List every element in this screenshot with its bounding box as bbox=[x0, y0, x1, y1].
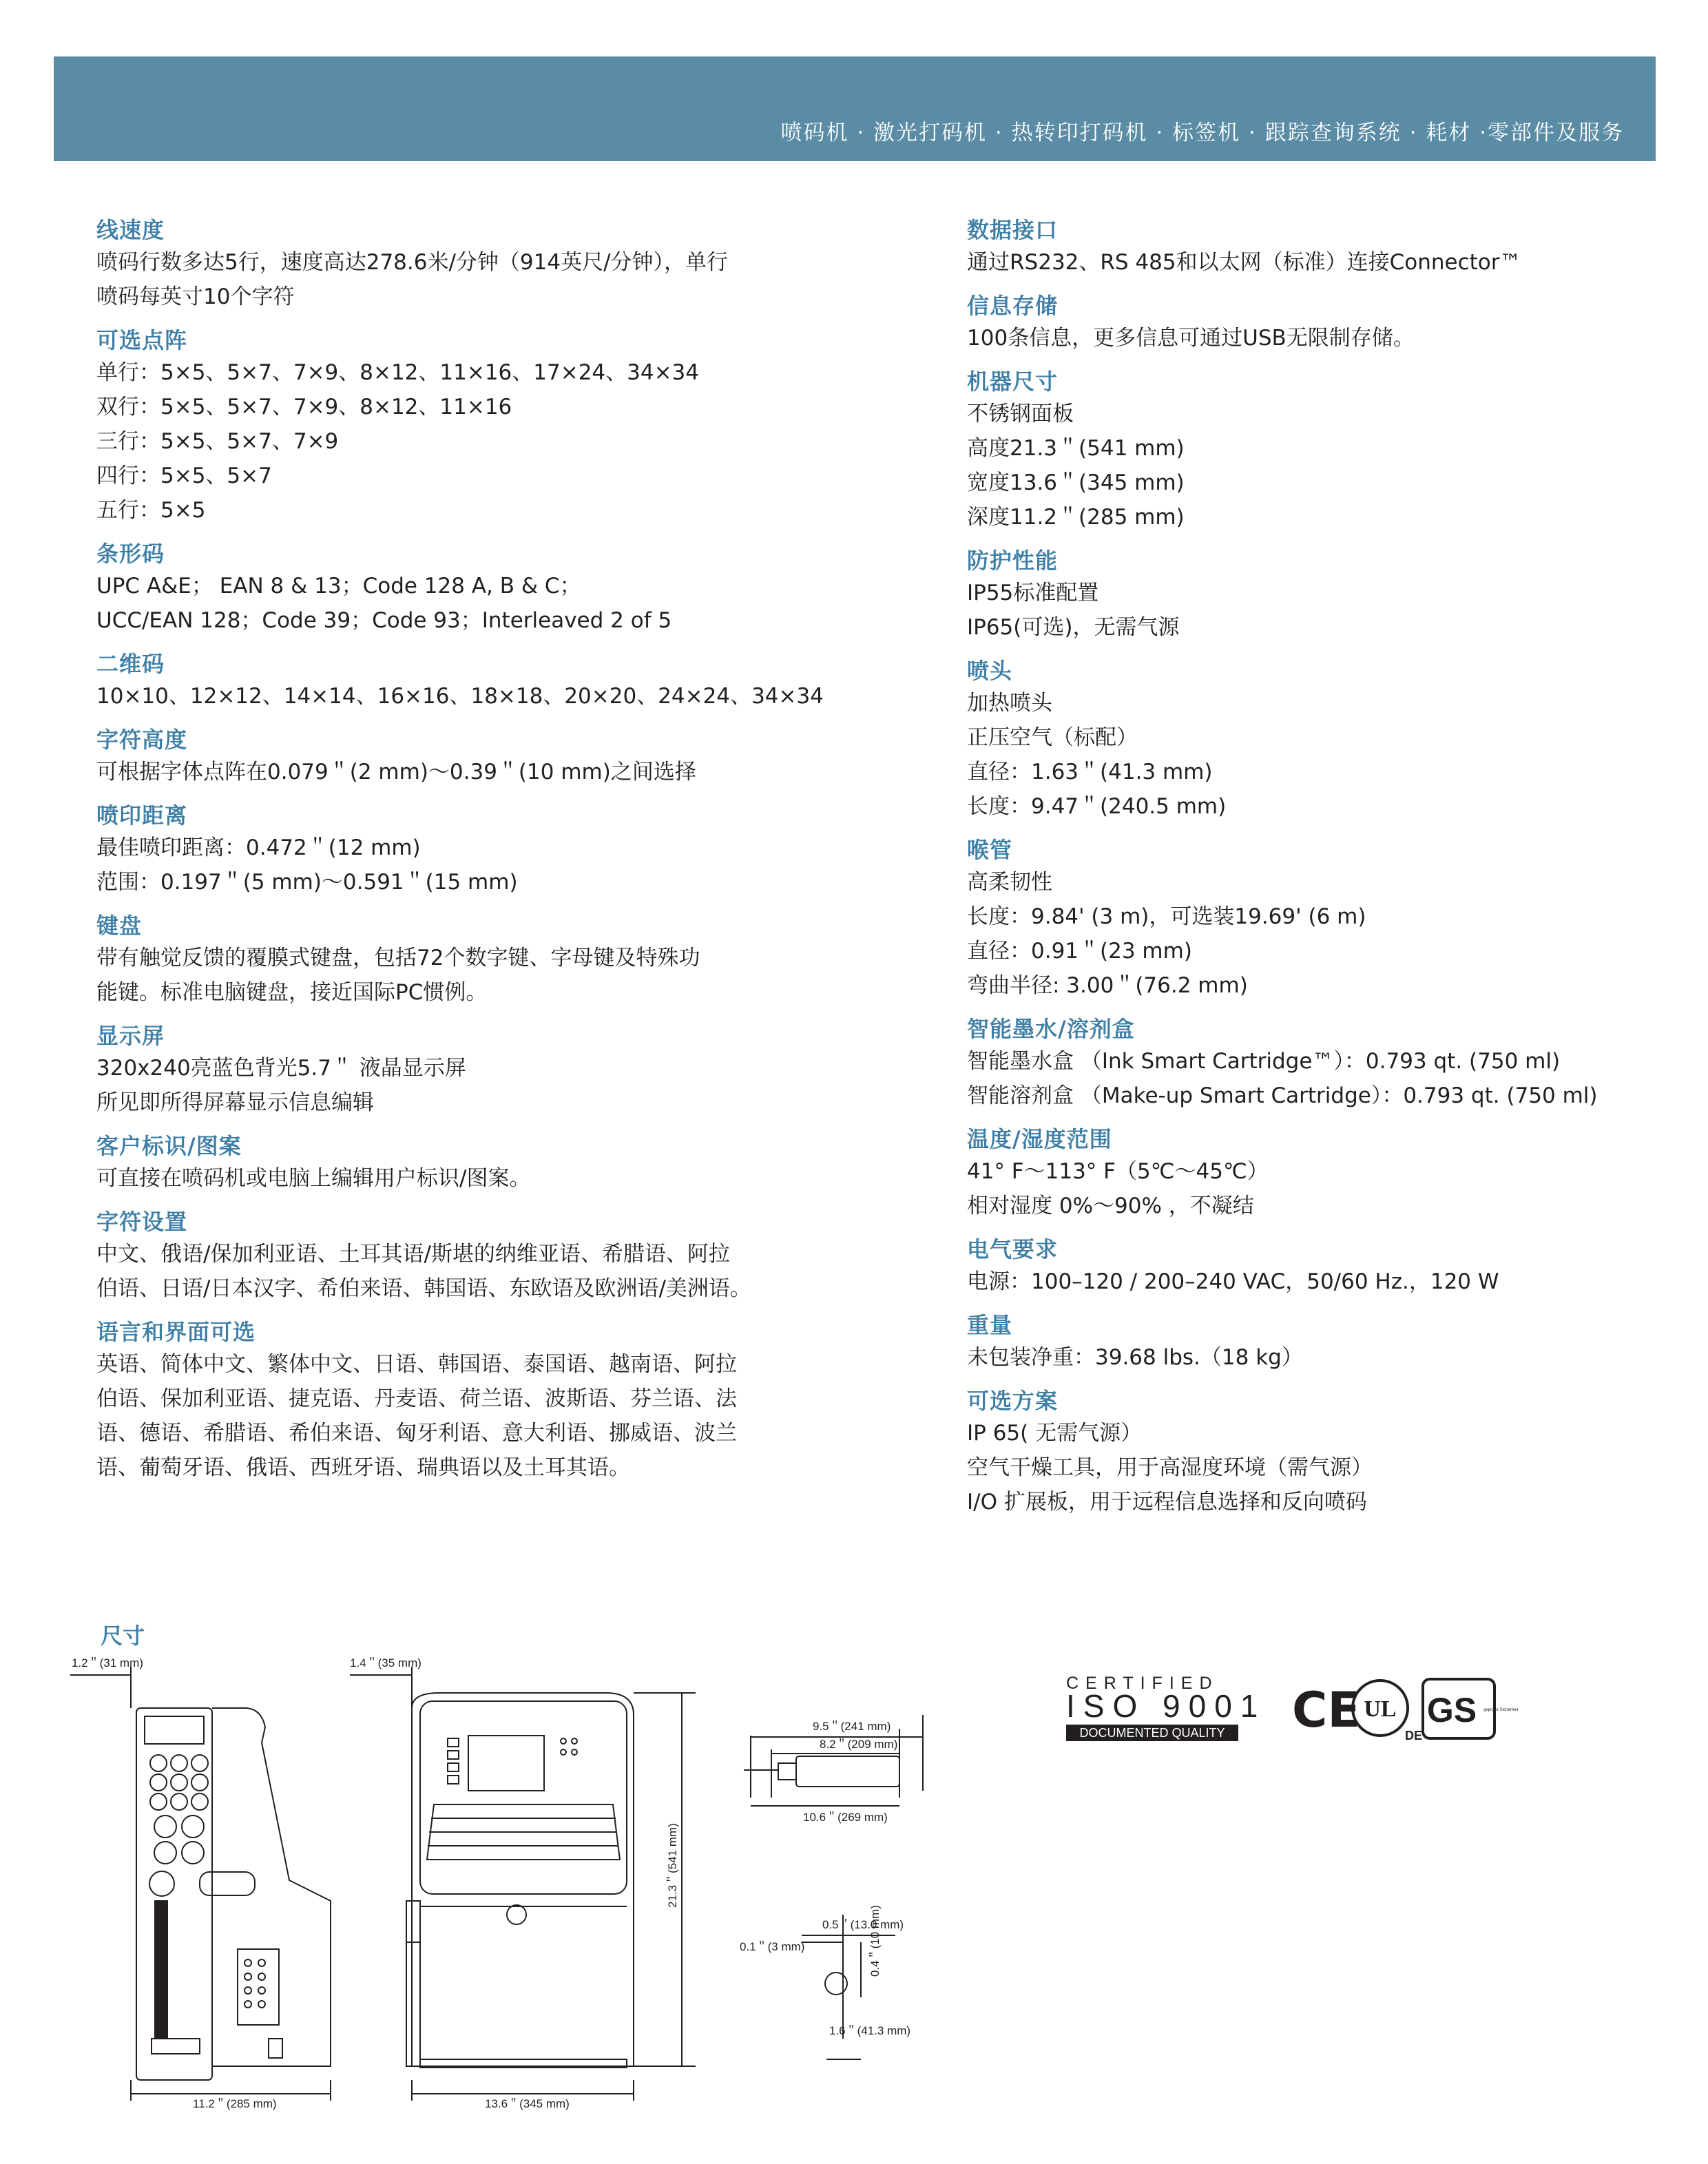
ul-mark-text: UL bbox=[1364, 1696, 1397, 1722]
section-title: 重量 bbox=[967, 1312, 1013, 1338]
spec-line: 通过RS232、RS 485和以太网（标准）连接Connector™ bbox=[967, 250, 1521, 275]
right-spec-section bbox=[967, 291, 1656, 355]
section-title: 温度/湿度范围 bbox=[967, 1126, 1112, 1152]
section-title: 信息存储 bbox=[967, 293, 1059, 319]
spec-line: IP 65( 无需气源） bbox=[967, 1421, 1143, 1446]
section-title: 条形码 bbox=[96, 541, 165, 567]
spec-line: 中文、俄语/保加利亚语、土耳其语/斯堪的纳维亚语、希腊语、阿拉 bbox=[96, 1242, 730, 1267]
left-spec-section bbox=[96, 1207, 882, 1306]
spec-line: 双行：5×5、5×7、7×9、8×12、11×16 bbox=[96, 395, 512, 419]
spec-line: 100条信息，更多信息可通过USB无限制存储。 bbox=[967, 326, 1415, 351]
left-spec-section bbox=[96, 539, 882, 638]
left-spec-section bbox=[96, 215, 882, 314]
spec-line: 10×10、12×12、14×14、16×16、18×18、20×20、24×24、34×34 bbox=[96, 684, 824, 709]
section-title: 字符设置 bbox=[96, 1209, 188, 1235]
spec-line: I/O 扩展板，用于远程信息选择和反向喷码 bbox=[967, 1490, 1367, 1515]
certification-logos bbox=[1066, 1674, 1519, 1749]
left-spec-section bbox=[96, 725, 882, 789]
spec-line: 相对湿度 0%～90% ，不凝结 bbox=[967, 1194, 1254, 1218]
left-spec-section bbox=[96, 1317, 882, 1485]
spec-line: 喷码行数多达5行，速度高达278.6米/分钟（914英尺/分钟），单行 bbox=[96, 250, 729, 275]
section-title: 喷头 bbox=[967, 658, 1013, 684]
left-spec-section bbox=[96, 911, 882, 1010]
spec-line: 语、德语、希腊语、希伯来语、匈牙利语、意大利语、挪威语、波兰 bbox=[96, 1421, 737, 1446]
dimension-drawings bbox=[62, 1653, 957, 2121]
gs-mark-text: GS bbox=[1426, 1691, 1477, 1729]
ul-gs-logo bbox=[1348, 1676, 1519, 1745]
right-spec-section bbox=[967, 1310, 1656, 1375]
spec-line: 弯曲半径: 3.00＂(76.2 mm) bbox=[967, 973, 1248, 998]
spec-line: 高度21.3＂(541 mm) bbox=[967, 436, 1185, 461]
spec-line: 智能墨水盒 （Ink Smart Cartridge™）：0.793 qt. (750 ml) bbox=[967, 1049, 1561, 1074]
head-body-label: 8.2＂(209 mm) bbox=[820, 1738, 898, 1751]
spec-line: 能键。标准电脑键盘，接近国际PC惯例。 bbox=[96, 980, 488, 1005]
spec-line: UCC/EAN 128；Code 39；Code 93；Interleaved 2 of 5 bbox=[96, 608, 672, 633]
left-spec-section bbox=[96, 649, 882, 714]
spec-line: 空气干燥工具，用于高湿度环境（需气源） bbox=[967, 1455, 1373, 1480]
spec-line: 电源：100–120 / 200–240 VAC，50/60 Hz.，120 W bbox=[967, 1269, 1499, 1294]
right-spec-section bbox=[967, 1124, 1656, 1223]
spec-line: 五行：5×5 bbox=[96, 498, 206, 523]
spec-line: 可根据字体点阵在0.079＂(2 mm)～0.39＂(10 mm)之间选择 bbox=[96, 760, 696, 784]
spec-line: IP65(可选)，无需气源 bbox=[967, 615, 1180, 640]
iso-documented-quality: DOCUMENTED QUALITY bbox=[1066, 1725, 1238, 1741]
right-spec-section bbox=[967, 215, 1656, 280]
spec-line: 可直接在喷码机或电脑上编辑用户标识/图案。 bbox=[96, 1166, 531, 1191]
section-title: 机器尺寸 bbox=[967, 368, 1059, 395]
right-spec-section bbox=[967, 545, 1656, 645]
head-length-label: 10.6＂(269 mm) bbox=[803, 1811, 888, 1824]
spec-line: 伯语、保加利亚语、捷克语、丹麦语、荷兰语、波斯语、芬兰语、法 bbox=[96, 1386, 737, 1411]
spec-line: 智能溶剂盒 （Make-up Smart Cartridge）：0.793 qt. (750 ml) bbox=[967, 1083, 1598, 1108]
spec-line: 长度：9.47＂(240.5 mm) bbox=[967, 794, 1227, 819]
spec-line: 最佳喷印距离：0.472＂(12 mm) bbox=[96, 835, 421, 860]
spec-line: 英语、简体中文、繁体中文、日语、韩国语、泰国语、越南语、阿拉 bbox=[96, 1352, 737, 1377]
spec-line: UPC A&E； EAN 8 & 13；Code 128 A, B & C； bbox=[96, 574, 581, 599]
front-view-drawing bbox=[350, 1667, 696, 2101]
front-bottom-label: 13.6＂(345 mm) bbox=[485, 2097, 570, 2110]
iso-certified-text: CERTIFIED bbox=[1066, 1674, 1219, 1693]
nozzle-c-label: 0.4＂(10 mm) bbox=[868, 1905, 882, 1977]
left-spec-section bbox=[96, 800, 882, 899]
right-spec-section bbox=[967, 366, 1656, 534]
spec-line: 41° F～113° F（5℃～45℃） bbox=[967, 1159, 1269, 1184]
nozzle-a-label: 0.5＂(13.0 mm) bbox=[822, 1918, 904, 1931]
section-title: 显示屏 bbox=[96, 1023, 165, 1049]
ul-country-text: DE bbox=[1405, 1729, 1423, 1742]
iso-9001-text: ISO 9001 bbox=[1066, 1688, 1267, 1724]
section-title: 可选点阵 bbox=[96, 327, 188, 353]
right-spec-section bbox=[967, 1386, 1656, 1519]
section-title: 电气要求 bbox=[967, 1236, 1059, 1262]
right-spec-column bbox=[967, 211, 1656, 1530]
side-bottom-label: 11.2＂(285 mm) bbox=[193, 2097, 277, 2110]
head-total-label: 9.5＂(241 mm) bbox=[813, 1720, 891, 1733]
right-spec-section bbox=[967, 1234, 1656, 1299]
section-title: 键盘 bbox=[96, 913, 143, 939]
spec-line: 不锈钢面板 bbox=[967, 402, 1074, 426]
spec-line: 直径：1.63＂(41.3 mm) bbox=[967, 760, 1213, 784]
front-height-label: 21.3＂(541 mm) bbox=[666, 1823, 679, 1908]
left-spec-column bbox=[96, 211, 882, 1496]
spec-line: 长度：9.84' (3 m)，可选装19.69' (6 m) bbox=[967, 904, 1366, 929]
spec-line: 四行：5×5、5×7 bbox=[96, 464, 272, 488]
spec-line: 喷码每英寸10个字符 bbox=[96, 284, 295, 309]
spec-line: 语、葡萄牙语、俄语、西班牙语、瑞典语以及土耳其语。 bbox=[96, 1455, 630, 1480]
nozzle-d-label: 1.6＂(41.3 mm) bbox=[829, 2024, 911, 2037]
right-spec-section bbox=[967, 835, 1656, 1003]
section-title: 智能墨水/溶剂盒 bbox=[967, 1016, 1135, 1042]
section-title: 防护性能 bbox=[967, 548, 1059, 574]
section-title: 可选方案 bbox=[967, 1388, 1059, 1414]
spec-line: 加热喷头 bbox=[967, 691, 1052, 716]
spec-line: 高柔韧性 bbox=[967, 870, 1052, 895]
section-title: 二维码 bbox=[96, 651, 165, 677]
nozzle-b-label: 0.1＂(3 mm) bbox=[740, 1940, 805, 1953]
right-spec-section bbox=[967, 656, 1656, 824]
section-title: 数据接口 bbox=[967, 217, 1059, 243]
side-view-drawing bbox=[70, 1667, 331, 2101]
section-title: 语言和界面可选 bbox=[96, 1319, 256, 1345]
section-title: 客户标识/图案 bbox=[96, 1133, 242, 1159]
section-title: 线速度 bbox=[96, 217, 165, 243]
left-spec-section bbox=[96, 325, 882, 528]
spec-line: 三行：5×5、5×7、7×9 bbox=[96, 429, 339, 454]
spec-line: 320x240亮蓝色背光5.7＂ 液晶显示屏 bbox=[96, 1056, 466, 1081]
gs-caption-text: geprüfte Sicherheit bbox=[1483, 1708, 1519, 1712]
spec-line: 正压空气（标配） bbox=[967, 725, 1138, 750]
spec-line: 宽度13.6＂(345 mm) bbox=[967, 470, 1185, 495]
left-spec-section bbox=[96, 1131, 882, 1196]
spec-line: 未包装净重：39.68 lbs.（18 kg） bbox=[967, 1345, 1303, 1370]
spec-line: 直径：0.91＂(23 mm) bbox=[967, 939, 1192, 964]
header-banner bbox=[54, 56, 1656, 161]
section-title: 喷印距离 bbox=[96, 802, 188, 829]
spec-line: 范围：0.197＂(5 mm)～0.591＂(15 mm) bbox=[96, 870, 518, 895]
spec-line: 深度11.2＂(285 mm) bbox=[967, 505, 1185, 530]
right-spec-section bbox=[967, 1014, 1656, 1113]
product-categories: 喷码机 · 激光打码机 · 热转印打码机 · 标签机 · 跟踪查询系统 · 耗材 ·零部件及服务 bbox=[780, 121, 1624, 145]
left-spec-section bbox=[96, 1021, 882, 1120]
side-top-label: 1.2＂(31 mm) bbox=[72, 1656, 143, 1669]
ce-mark: CE bbox=[1292, 1682, 1361, 1738]
front-top-label: 1.4＂(35 mm) bbox=[350, 1656, 421, 1669]
spec-line: 伯语、日语/日本汉字、希伯来语、韩国语、东欧语及欧洲语/美洲语。 bbox=[96, 1276, 751, 1301]
section-title: 喉管 bbox=[967, 837, 1013, 863]
section-title: 字符高度 bbox=[96, 727, 188, 753]
spec-line: IP55标准配置 bbox=[967, 581, 1099, 605]
spec-line: 所见即所得屏幕显示信息编辑 bbox=[96, 1090, 374, 1115]
print-head-drawing bbox=[744, 1715, 923, 2059]
spec-line: 带有触觉反馈的覆膜式键盘，包括72个数字键、字母键及特殊功 bbox=[96, 946, 700, 970]
spec-line: 单行：5×5、5×7、7×9、8×12、11×16、17×24、34×34 bbox=[96, 360, 700, 385]
dimensions-title: 尺寸 bbox=[101, 1623, 145, 1649]
